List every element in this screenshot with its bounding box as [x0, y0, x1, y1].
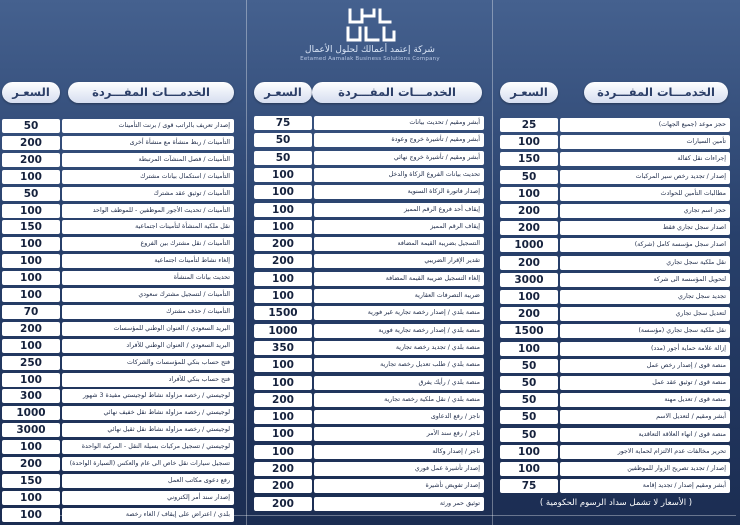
- service-price: 100: [254, 272, 312, 286]
- service-name: تسجيل سيارات نقل خاص الى عام والعكس (السيارة الواحدة): [62, 457, 234, 471]
- service-row: [250, 220, 490, 234]
- service-price: 150: [2, 474, 60, 488]
- service-name: إيقاف أحد فروع الرقم المميز: [314, 203, 484, 217]
- service-price: 50: [254, 133, 312, 147]
- service-row: [2, 440, 242, 454]
- service-row: [2, 339, 242, 353]
- service-row: [496, 359, 736, 373]
- service-row: [2, 187, 242, 201]
- service-row: [250, 479, 490, 493]
- service-price: 100: [2, 254, 60, 268]
- service-price: 100: [254, 445, 312, 459]
- service-row: [2, 491, 242, 505]
- services-column-middle: [250, 82, 490, 510]
- service-name: تجديد سجل تجاري: [560, 290, 730, 304]
- service-price: 50: [500, 359, 558, 373]
- service-price: 50: [2, 187, 60, 201]
- service-price: 100: [2, 204, 60, 218]
- service-price: 50: [500, 170, 558, 184]
- service-price: 1500: [254, 306, 312, 320]
- service-price: 150: [500, 152, 558, 166]
- service-name: تحرير مخالفات عدم الالتزام لحماية الاجور: [560, 445, 730, 459]
- service-price: 1000: [500, 238, 558, 252]
- service-price: 50: [500, 376, 558, 390]
- service-row: [250, 168, 490, 182]
- service-row: [250, 358, 490, 372]
- service-name: التأمينات / فصل المنشآت المرتبطة: [62, 153, 234, 167]
- service-name: إصدار تفويض تأشيرة: [314, 479, 484, 493]
- service-price: 200: [2, 136, 60, 150]
- service-price: 100: [500, 462, 558, 476]
- service-name: مطالبات التأمين للحوادث: [560, 187, 730, 201]
- service-price: 100: [254, 358, 312, 372]
- service-price: 70: [2, 305, 60, 319]
- service-name: رفع دعوى مكاتب العمل: [62, 474, 234, 488]
- service-row: [496, 256, 736, 270]
- service-name: لوجيستي / رخصة مزاولة نشاط لوجيستي مفيدة 3 شهور: [62, 389, 234, 403]
- services-column-right: [496, 82, 736, 493]
- service-name: نقل ملكية المنشأة لتأمينات اجتماعية: [62, 220, 234, 234]
- service-name: منصة بلدي / إصدار رخصة تجارية فورية: [314, 324, 484, 338]
- service-name: إصدار تأشيرة عمل فوري: [314, 462, 484, 476]
- price-header: السعـر: [500, 82, 558, 103]
- service-row: [2, 119, 242, 133]
- service-row: [250, 306, 490, 320]
- service-name: منصة بلدي / إصدار رخصة تجارية غير فورية: [314, 306, 484, 320]
- service-price: 350: [254, 341, 312, 355]
- service-row: [496, 324, 736, 338]
- column-header: [2, 82, 242, 104]
- service-row: [250, 393, 490, 407]
- service-name: إلغاء نشاط لتأمينات اجتماعية: [62, 254, 234, 268]
- service-name: إيقاف الرقم المميز: [314, 220, 484, 234]
- service-price: 200: [254, 479, 312, 493]
- service-name: إزالة علامة حماية أجور (مدد): [560, 342, 730, 356]
- service-name: لتعديل سجل تجاري: [560, 307, 730, 321]
- service-name: تأمين السيارات: [560, 135, 730, 149]
- service-row: [496, 393, 736, 407]
- fees-note: ( الأسعار لا تشمل سداد الرسوم الحكومية ): [539, 498, 693, 508]
- company-logo: [270, 6, 470, 68]
- services-header: الخدمـــات المفـــردة: [584, 82, 728, 103]
- service-name: إصدار / تجديد تصريح الزوار للموظفين: [560, 462, 730, 476]
- service-price: 100: [2, 440, 60, 454]
- service-row: [496, 118, 736, 132]
- service-price: 200: [254, 462, 312, 476]
- service-row: [2, 508, 242, 522]
- service-name: نقل ملكية سجل تجاري (مؤسسة): [560, 324, 730, 338]
- service-price: 100: [2, 170, 60, 184]
- service-row: [2, 220, 242, 234]
- service-row: [250, 445, 490, 459]
- service-price: 100: [500, 135, 558, 149]
- service-price: 100: [500, 290, 558, 304]
- service-name: منصة قوى / توثيق عقد عمل: [560, 376, 730, 390]
- divider-right: [492, 0, 493, 525]
- service-name: التأمينات / نقل مشترك بين الفروع: [62, 237, 234, 251]
- logo-english-name: Eetamed Aamalak Business Solutions Company: [300, 56, 440, 62]
- service-row: [250, 341, 490, 355]
- service-name: منصة بلدي / نقل ملكية رخصة تجارية: [314, 393, 484, 407]
- service-name: التأمينات / تحديث الأجور الموظفين - للموظف الواحد: [62, 204, 234, 218]
- service-name: ناجز / رفع الدعاوى: [314, 410, 484, 424]
- service-price: 50: [500, 393, 558, 407]
- service-name: إلغاء التسجيل ضريبة القيمة المضافة: [314, 272, 484, 286]
- service-price: 50: [500, 428, 558, 442]
- service-name: البريد السعودي / العنوان الوطني للأفراد: [62, 339, 234, 353]
- price-header: السعـر: [254, 82, 312, 103]
- service-price: 100: [254, 220, 312, 234]
- service-name: تحديث بيانات الفروع الزكاة والدخل: [314, 168, 484, 182]
- service-row: [496, 290, 736, 304]
- service-row: [2, 373, 242, 387]
- service-name: منصة بلدي / طلب تعديل رخصة تجارية: [314, 358, 484, 372]
- service-name: ضريبة التصرفات العقارية: [314, 289, 484, 303]
- service-row: [2, 237, 242, 251]
- service-price: 200: [254, 237, 312, 251]
- service-row: [250, 133, 490, 147]
- service-row: [250, 237, 490, 251]
- service-row: [496, 273, 736, 287]
- service-name: التأمينات / توثيق عقد مشترك: [62, 187, 234, 201]
- service-price: 50: [2, 119, 60, 133]
- service-name: فتح حساب بنكي للمؤسسات والشركات: [62, 356, 234, 370]
- service-price: 250: [2, 356, 60, 370]
- service-name: لوجيستي / تسجيل مركبات بسيلة النقل - المركبة الواحدة: [62, 440, 234, 454]
- service-row: [250, 462, 490, 476]
- service-price: 100: [2, 271, 60, 285]
- service-row: [496, 428, 736, 442]
- service-name: اصدار سجل تجاري فقط: [560, 221, 730, 235]
- service-price: 200: [254, 393, 312, 407]
- service-row: [2, 204, 242, 218]
- service-row: [496, 187, 736, 201]
- service-price: 25: [500, 118, 558, 132]
- service-price: 200: [2, 322, 60, 336]
- service-name: أبشر ومقيم إصدار / تجديد إقامة: [560, 479, 730, 493]
- service-row: [250, 151, 490, 165]
- service-name: منصة بلدي / تجديد رخصة تجارية: [314, 341, 484, 355]
- service-row: [250, 324, 490, 338]
- service-price: 75: [254, 116, 312, 130]
- service-name: منصة بلدي / رأيك يفرق: [314, 376, 484, 390]
- service-name: توثيق حمر ورثة: [314, 497, 484, 511]
- service-name: أبشر ومقيم / تحديث بيانات: [314, 116, 484, 130]
- service-price: 200: [254, 254, 312, 268]
- services-column-left: [2, 82, 242, 521]
- service-row: [2, 288, 242, 302]
- service-row: [2, 153, 242, 167]
- service-name: بلدي / اعتراض على إيقاف / الغاء رخصة: [62, 508, 234, 522]
- service-row: [2, 136, 242, 150]
- service-row: [2, 305, 242, 319]
- service-price: 1500: [500, 324, 558, 338]
- service-price: 100: [254, 376, 312, 390]
- service-row: [250, 254, 490, 268]
- column-header: [496, 82, 736, 104]
- service-name: منصة قوى / إصدار رخص عمل: [560, 359, 730, 373]
- service-row: [496, 479, 736, 493]
- service-row: [496, 462, 736, 476]
- service-price: 300: [2, 389, 60, 403]
- services-header: الخدمـــات المفـــردة: [312, 82, 482, 103]
- service-price: 100: [254, 168, 312, 182]
- service-price: 100: [500, 187, 558, 201]
- service-price: 100: [254, 185, 312, 199]
- service-name: التسجيل بضريبة القيمة المضافة: [314, 237, 484, 251]
- service-row: [250, 427, 490, 441]
- column-header: [250, 82, 490, 104]
- service-price: 100: [2, 508, 60, 522]
- service-name: فتح حساب بنكي للأفراد: [62, 373, 234, 387]
- service-row: [2, 322, 242, 336]
- service-name: التأمينات / استكمال بيانات مشترك: [62, 170, 234, 184]
- service-name: التأمينات / لتسجيل مشترك سعودي: [62, 288, 234, 302]
- service-name: التأمينات / ربط منشأة مع منشأة أخرى: [62, 136, 234, 150]
- service-price: 150: [2, 220, 60, 234]
- service-name: تحديث بيانات المنشأة: [62, 271, 234, 285]
- service-name: لتحويل المؤسسة الى شركة: [560, 273, 730, 287]
- service-name: منصة قوى / انهاء العلاقة التعاقدية: [560, 428, 730, 442]
- service-price: 100: [500, 445, 558, 459]
- service-row: [496, 152, 736, 166]
- service-price: 200: [254, 497, 312, 511]
- service-row: [250, 376, 490, 390]
- service-name: إصدار / تجديد رخص سير المركبات: [560, 170, 730, 184]
- logo-arabic-name: شركة إعتمد أعمالك لحلول الأعمال: [305, 45, 435, 55]
- divider-left: [246, 0, 247, 525]
- service-row: [496, 307, 736, 321]
- service-name: نقل ملكية سجل تجاري: [560, 256, 730, 270]
- service-row: [2, 474, 242, 488]
- price-header: السعـر: [2, 82, 60, 103]
- service-price: 200: [500, 256, 558, 270]
- service-price: 3000: [500, 273, 558, 287]
- service-price: 1000: [254, 324, 312, 338]
- service-name: لوجيستي / رخصة مزاولة نشاط نقل ثقيل نهائي: [62, 423, 234, 437]
- services-header: الخدمـــات المفـــردة: [68, 82, 234, 103]
- service-name: منصة قوى / تعديل مهنة: [560, 393, 730, 407]
- service-price: 100: [2, 373, 60, 387]
- service-name: حجز اسم تجاري: [560, 204, 730, 218]
- service-name: اصدار سجل مؤسسة كامل (شركة): [560, 238, 730, 252]
- service-row: [250, 116, 490, 130]
- service-name: إصدار سند أمر إلكتروني: [62, 491, 234, 505]
- service-name: البريد السعودي / العنوان الوطني للمؤسسات: [62, 322, 234, 336]
- service-price: 200: [500, 204, 558, 218]
- service-price: 100: [254, 427, 312, 441]
- service-row: [2, 389, 242, 403]
- service-name: إجراءات نقل كفالة: [560, 152, 730, 166]
- service-row: [250, 203, 490, 217]
- service-name: لوجيستي / رخصة مزاولة نشاط نقل خفيف نهائي: [62, 406, 234, 420]
- service-name: إصدار تعريف بالراتب قوى / برنت التأمينات: [62, 119, 234, 133]
- service-price: 100: [2, 339, 60, 353]
- service-name: ناجز / رفع سند الأمر: [314, 427, 484, 441]
- service-name: التأمينات / حذف مشترك: [62, 305, 234, 319]
- service-price: 100: [2, 491, 60, 505]
- service-row: [496, 221, 736, 235]
- service-price: 1000: [2, 406, 60, 420]
- service-name: تقدير الإقرار الضريبي: [314, 254, 484, 268]
- service-row: [250, 497, 490, 511]
- service-price: 100: [254, 203, 312, 217]
- service-row: [496, 170, 736, 184]
- service-price: 50: [254, 151, 312, 165]
- service-row: [496, 410, 736, 424]
- service-row: [496, 238, 736, 252]
- service-name: أبشر ومقيم / تأشيرة خروج نهائي: [314, 151, 484, 165]
- service-price: 50: [500, 410, 558, 424]
- service-row: [2, 423, 242, 437]
- service-row: [2, 254, 242, 268]
- service-row: [2, 271, 242, 285]
- service-row: [496, 342, 736, 356]
- logo-mark-icon: [340, 6, 400, 44]
- service-price: 200: [2, 457, 60, 471]
- service-row: [496, 376, 736, 390]
- service-row: [250, 185, 490, 199]
- service-row: [496, 445, 736, 459]
- service-price: 100: [254, 289, 312, 303]
- service-row: [496, 135, 736, 149]
- service-row: [250, 289, 490, 303]
- service-name: ناجز / إصدار وكالة: [314, 445, 484, 459]
- service-price: 200: [500, 221, 558, 235]
- service-row: [2, 356, 242, 370]
- service-name: أبشر ومقيم / تأشيرة خروج وعودة: [314, 133, 484, 147]
- service-price: 3000: [2, 423, 60, 437]
- service-row: [2, 406, 242, 420]
- service-name: إصدار فاتورة الزكاة السنوية: [314, 185, 484, 199]
- service-row: [496, 204, 736, 218]
- service-price: 200: [500, 307, 558, 321]
- service-row: [250, 272, 490, 286]
- service-name: حجز موعد (جميع الجهات): [560, 118, 730, 132]
- service-price: 75: [500, 479, 558, 493]
- service-price: 100: [500, 342, 558, 356]
- service-price: 100: [2, 288, 60, 302]
- service-price: 100: [2, 237, 60, 251]
- service-name: أبشر ومقيم / لتعديل الاسم: [560, 410, 730, 424]
- service-row: [250, 410, 490, 424]
- service-row: [2, 457, 242, 471]
- service-price: 100: [254, 410, 312, 424]
- service-price: 200: [2, 153, 60, 167]
- service-row: [2, 170, 242, 184]
